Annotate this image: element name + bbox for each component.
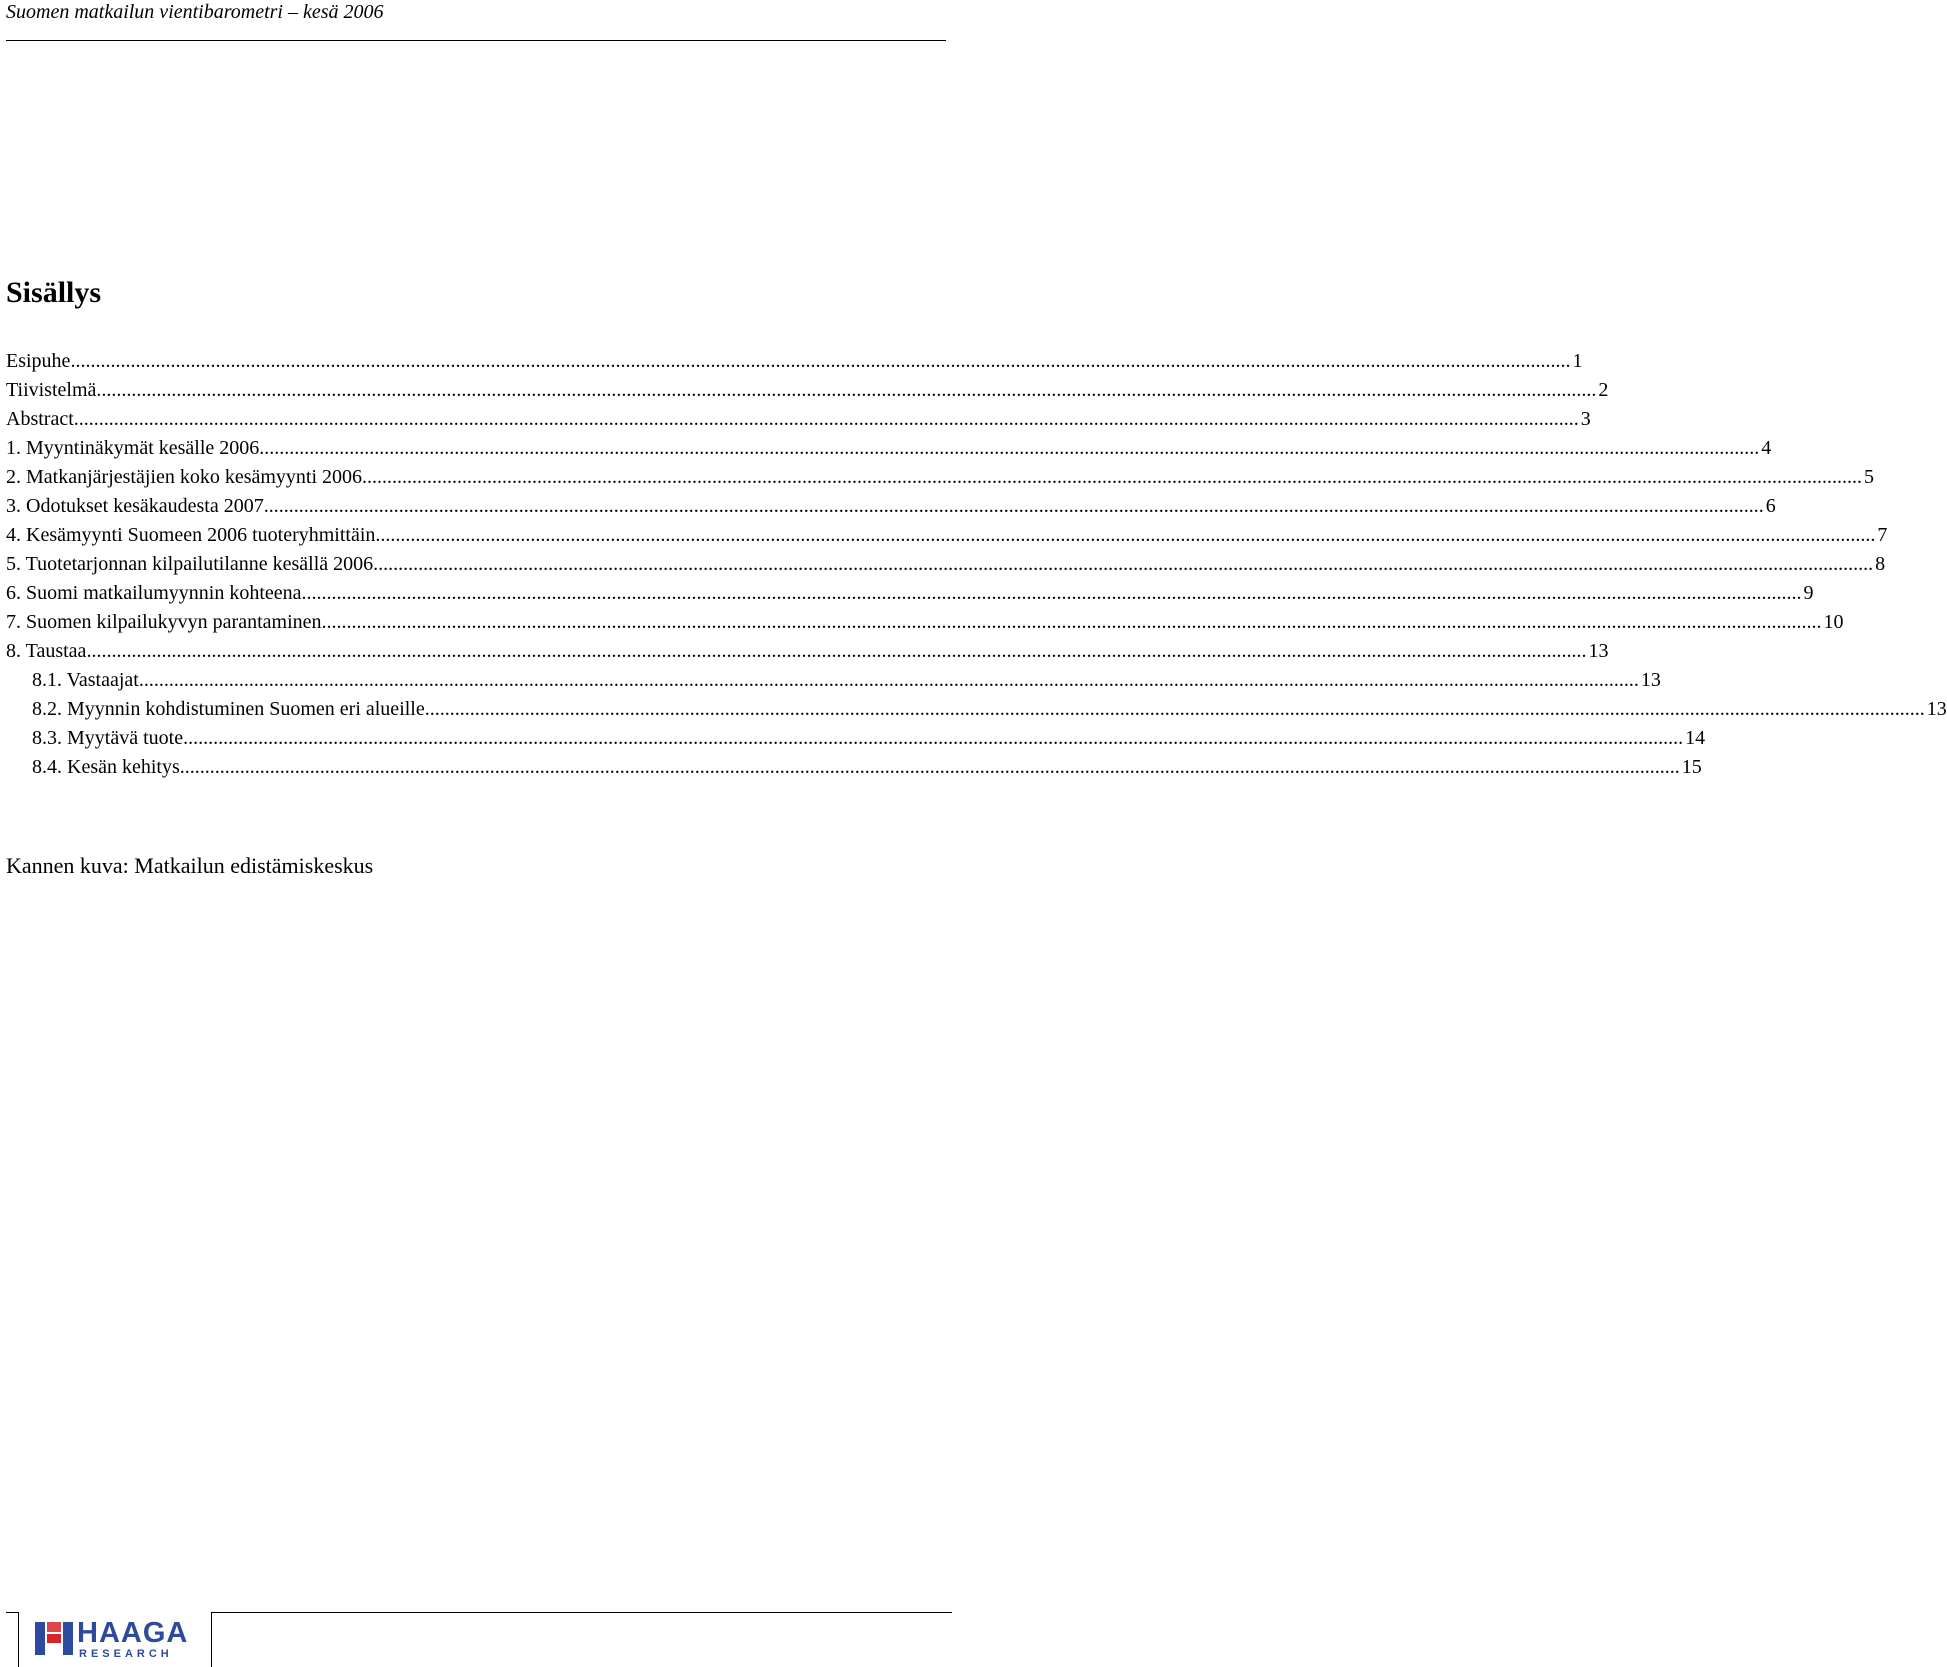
toc-entry-page: 3: [1580, 408, 1591, 430]
toc-entry[interactable]: [6, 637, 1609, 666]
toc-entry[interactable]: [6, 753, 1702, 782]
toc-leader-dots: ............................................................................................................................................................................................................................................................................................................: [96, 379, 1597, 401]
toc-entry-page: 8: [1875, 553, 1886, 575]
toc-entry-title: 4. Kesämyynti Suomeen 2006 tuoteryhmittäin: [6, 524, 376, 546]
toc-leader-dots: ............................................................................................................................................................................................................................................................................................................: [375, 524, 1876, 546]
toc-entry[interactable]: [6, 521, 1888, 550]
toc-leader-dots: ............................................................................................................................................................................................................................................................................................................: [373, 553, 1874, 575]
toc-leader-dots: ............................................................................................................................................................................................................................................................................................................: [78, 408, 1579, 430]
toc-entry-page: 10: [1823, 611, 1844, 633]
toc-entry-title: Abstract.: [6, 408, 79, 430]
toc-entry[interactable]: [6, 463, 1875, 492]
toc-entry-page: 14: [1685, 727, 1706, 749]
toc-entry-title: Esipuhe: [6, 350, 71, 372]
toc-entry-title: 7. Suomen kilpailukyvyn parantaminen: [6, 611, 322, 633]
toc-entry-page: 15: [1681, 756, 1702, 778]
cover-credit: Kannen kuva: Matkailun edistämiskeskus: [6, 853, 374, 878]
toc-leader-dots: ............................................................................................................................................................................................................................................................................................................: [183, 727, 1684, 749]
toc-entry-page: 5: [1864, 466, 1875, 488]
toc-entry-page: 7: [1877, 524, 1888, 546]
toc-leader-dots: ............................................................................................................................................................................................................................................................................................................: [424, 698, 1925, 720]
toc-leader-dots: ............................................................................................................................................................................................................................................................................................................: [362, 466, 1863, 488]
toc-entry[interactable]: [6, 550, 1886, 579]
toc-entry-title: 2. Matkanjärjestäjien koko kesämyynti 2006: [6, 466, 363, 488]
toc-entry-title: 1. Myyntinäkymät kesälle 2006: [6, 437, 260, 459]
toc-leader-dots: ............................................................................................................................................................................................................................................................................................................: [301, 582, 1802, 604]
toc-entry-page: 13: [1926, 698, 1947, 720]
toc-entry-page: 2: [1598, 379, 1609, 401]
toc-entry[interactable]: [6, 434, 1772, 463]
toc-entry-page: 6: [1765, 495, 1776, 517]
toc-entry-title: Tiivistelmä: [6, 379, 97, 401]
toc-leader-dots: ............................................................................................................................................................................................................................................................................................................: [138, 669, 1639, 691]
toc-entry-title: 8.4. Kesän kehitys: [32, 756, 180, 778]
toc-leader-dots: ............................................................................................................................................................................................................................................................................................................: [263, 495, 1764, 517]
toc-entry-title: 8. Taustaa: [6, 640, 87, 662]
toc-entry[interactable]: [6, 666, 1661, 695]
toc-entry-title: 6. Suomi matkailumyynnin kohteena: [6, 582, 302, 604]
toc-entry[interactable]: [6, 724, 1706, 753]
toc-entry[interactable]: [6, 405, 1591, 434]
logo-subtitle: RESEARCH: [79, 1648, 173, 1660]
toc-entry-page: 13: [1640, 669, 1661, 691]
toc-entry-page: 1: [1572, 350, 1583, 372]
toc-entry[interactable]: [6, 579, 1814, 608]
toc-entry[interactable]: [6, 608, 1844, 637]
toc-leader-dots: ............................................................................................................................................................................................................................................................................................................: [179, 756, 1680, 778]
haaga-research-logo: [18, 1612, 212, 1667]
toc-entry-page: 9: [1803, 582, 1814, 604]
toc-entry-title: 3. Odotukset kesäkaudesta 2007: [6, 495, 264, 517]
toc-leader-dots: ............................................................................................................................................................................................................................................................................................................: [259, 437, 1760, 459]
toc-entry-title: 8.1. Vastaajat: [32, 669, 139, 691]
logo-name: HAAGA: [77, 1617, 189, 1649]
toc-entry[interactable]: [6, 695, 1947, 724]
toc-entry-page: 4: [1761, 437, 1772, 459]
toc-entry[interactable]: [6, 347, 1583, 376]
header-title: Suomen matkailun vientibarometri – kesä 2006: [6, 1, 384, 23]
toc-entry-page: 13: [1588, 640, 1609, 662]
table-of-contents: [6, 347, 1947, 782]
toc-entry-title: 8.2. Myynnin kohdistuminen Suomen eri alueille: [32, 698, 425, 720]
toc-entry-title: 8.3. Myytävä tuote: [32, 727, 184, 749]
page-header: [6, 0, 946, 41]
haaga-logo-icon: [35, 1622, 73, 1655]
toc-leader-dots: ............................................................................................................................................................................................................................................................................................................: [86, 640, 1587, 662]
toc-leader-dots: ............................................................................................................................................................................................................................................................................................................: [321, 611, 1822, 633]
toc-entry[interactable]: [6, 376, 1609, 405]
toc-entry-title: 5. Tuotetarjonnan kilpailutilanne kesällä 2006: [6, 553, 374, 575]
toc-entry[interactable]: [6, 492, 1776, 521]
page-title: Sisällys: [6, 276, 102, 309]
toc-leader-dots: ............................................................................................................................................................................................................................................................................................................: [70, 350, 1571, 372]
